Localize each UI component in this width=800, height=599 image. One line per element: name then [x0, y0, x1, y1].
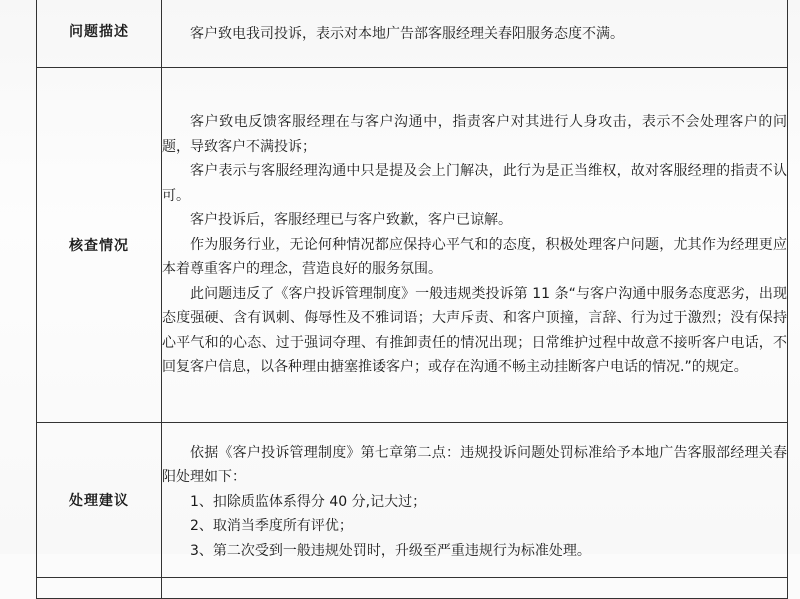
empty-label-cell: [37, 578, 162, 599]
verification-paragraph: 此问题违反了《客户投诉管理制度》一般违规类投诉第 11 条“与客户沟通中服务态度恶劣，出现态度强硬、含有讽刺、侮辱性及不雅词语；大声斥责、和客户顶撞，言辞、行为过于激烈；没有保持心平气和的心态、过于强词夺理、有推卸责任的情况出现；日常维护过程中故意不接听客户电话，不回复客户信息，以各种理由搪塞推诿客户；或存在沟通不畅主动挂断客户电话的情况.”的规定。: [162, 285, 787, 376]
empty-row: [37, 578, 788, 599]
problem-row: [37, 0, 788, 68]
verification-paragraph: 客户表示与客服经理沟通中只是提及会上门解决，此行为是正当维权，故对客服经理的指责不认可。: [162, 163, 787, 204]
verification-content: [162, 68, 788, 423]
suggestion-item: 2、取消当季度所有评优；: [190, 518, 353, 535]
complaint-table: [36, 0, 788, 599]
problem-text: 客户致电我司投诉，表示对本地广告部客服经理关春阳服务态度不满。: [190, 25, 624, 42]
empty-content-cell: [162, 578, 788, 599]
suggestion-intro: 依据《客户投诉管理制度》第七章第二点：违规投诉问题处罚标准给予本地广告客服部经理关春阳处理如下：: [162, 444, 787, 486]
suggestion-label: 处理建议: [37, 423, 162, 578]
verification-label: 核查情况: [37, 68, 162, 423]
verification-row: [37, 68, 788, 423]
suggestion-row: [37, 423, 788, 578]
problem-content: [162, 0, 788, 68]
suggestion-content: [162, 423, 788, 578]
verification-paragraph: 客户投诉后，客服经理已与客户致歉，客户已谅解。: [190, 212, 512, 229]
verification-paragraph: 客户致电反馈客服经理在与客户沟通中，指责客户对其进行人身攻击，表示不会处理客户的问题，导致客户不满投诉；: [162, 114, 787, 155]
suggestion-item: 3、第二次受到一般违规处罚时，升级至严重违规行为标准处理。: [190, 542, 591, 559]
suggestion-item: 1、扣除质监体系得分 40 分,记大过；: [190, 493, 427, 510]
problem-label: 问题描述: [37, 0, 162, 68]
verification-paragraph: 作为服务行业，无论何种情况都应保持心平气和的态度，积极处理客户问题，尤其作为经理更应本着尊重客户的理念，营造良好的服务氛围。: [162, 236, 787, 278]
